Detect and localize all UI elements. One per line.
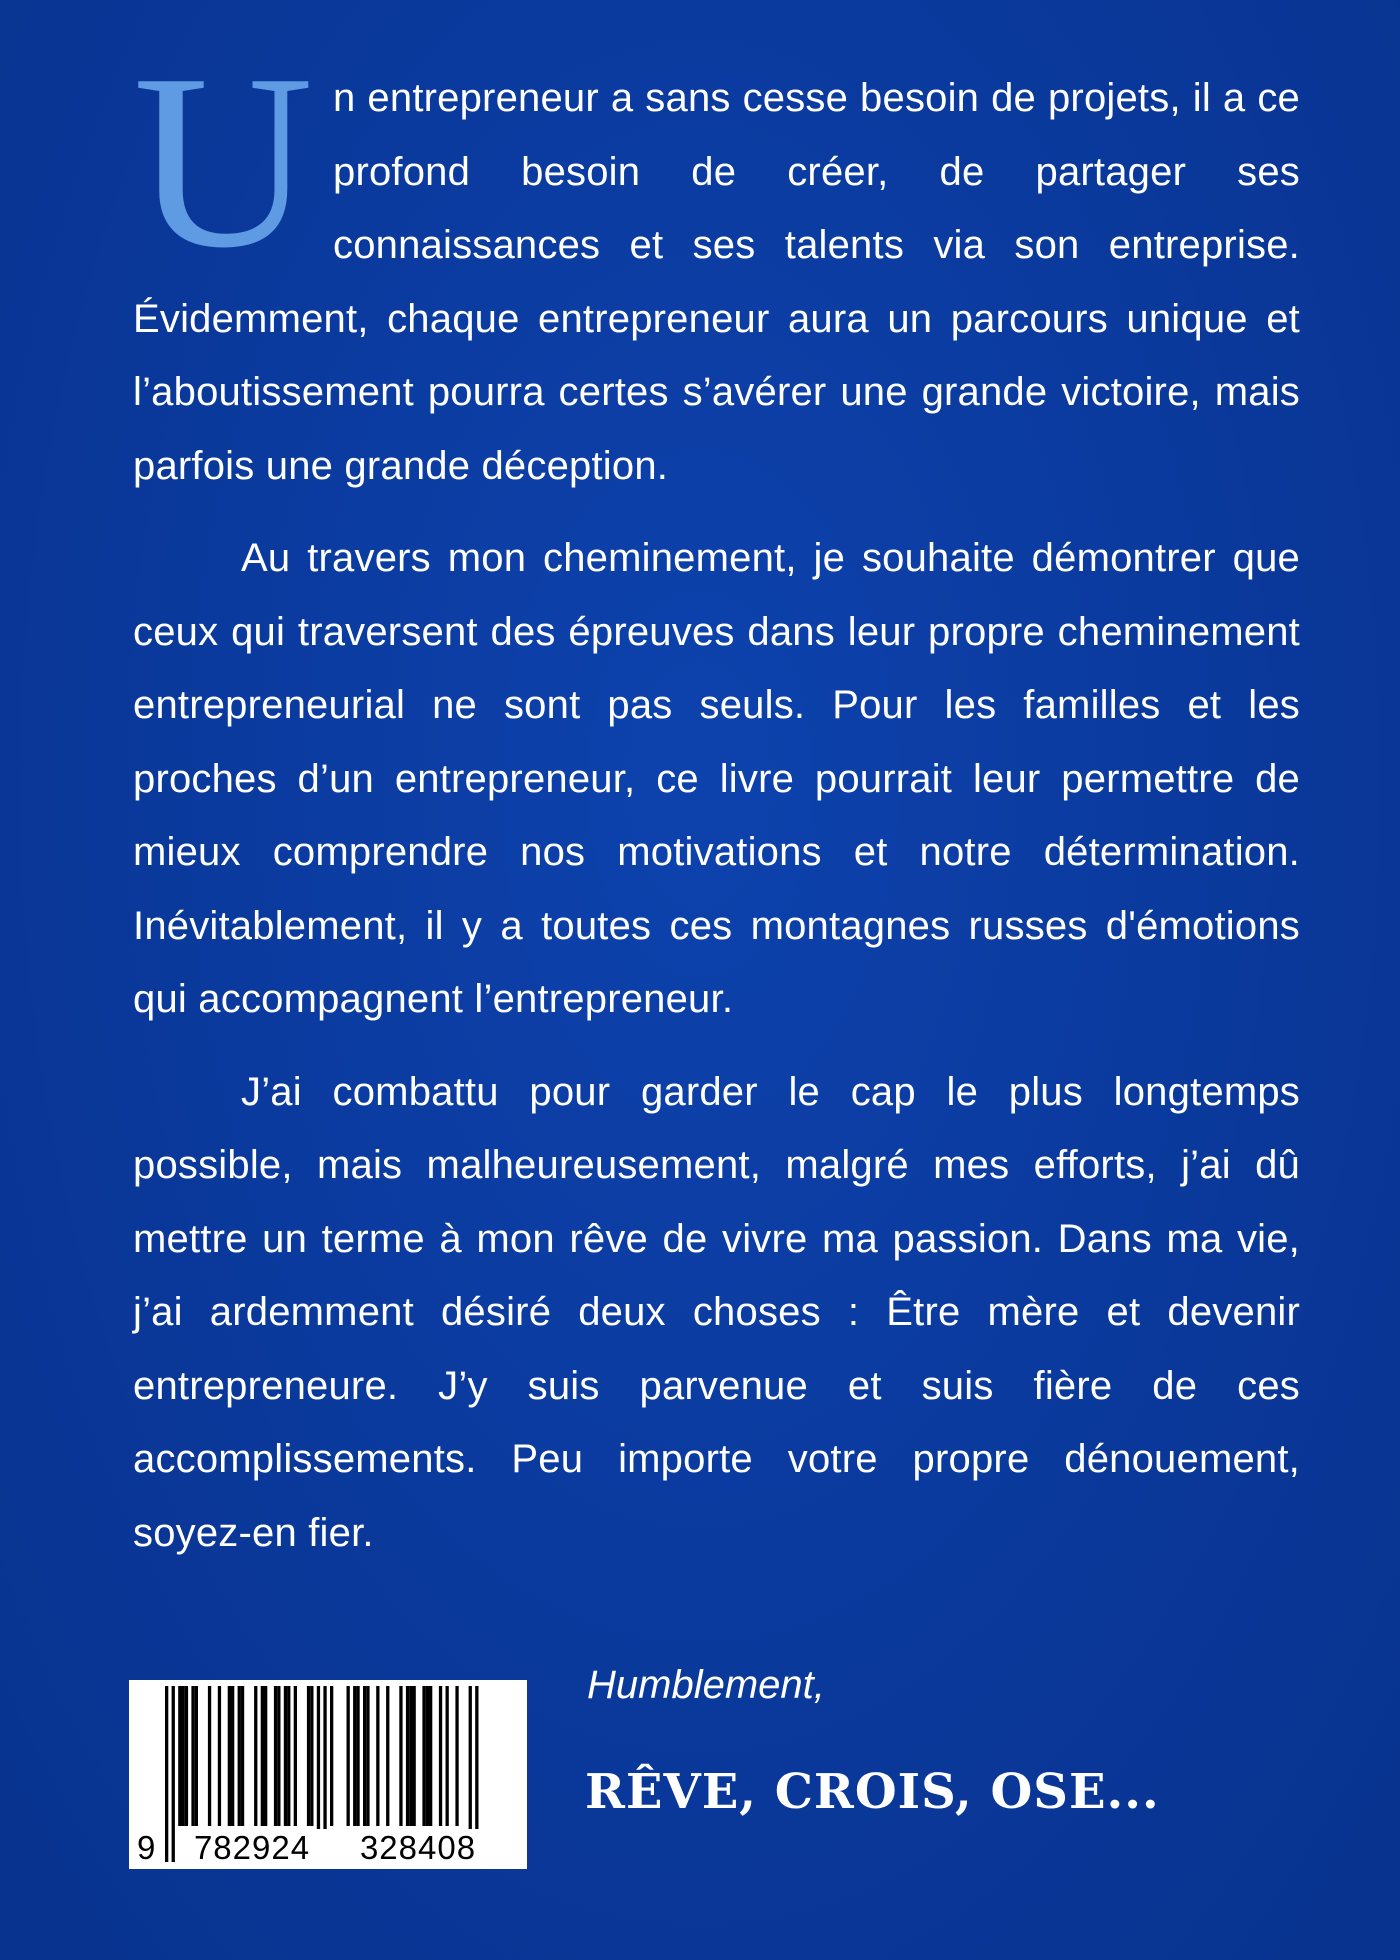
barcode-bar [347,1686,350,1826]
barcode-bar [172,1686,175,1862]
barcode-bar [422,1686,425,1826]
barcode-bar [363,1686,366,1826]
barcode-bar [455,1686,458,1826]
barcode-first-digit: 9 [137,1829,156,1866]
barcode-bar [185,1686,188,1826]
isbn-barcode [129,1680,527,1869]
barcode-bar [439,1686,442,1826]
paragraph-1-text: n entrepreneur a sans cesse besoin de projets, il a ce profond besoin de créer, de partager ses connaissances et ses talents via son entreprise. Évidemment, chaque entrepreneur aura un parcours unique et l’aboutissement pourra certes s’avérer une grande victoire, mais parfois une grande déception. [133,76,1300,488]
barcode-bar [310,1686,313,1826]
barcode-bar [218,1686,221,1826]
barcode-bar [409,1686,412,1826]
barcode-bar [399,1686,402,1826]
barcode-bar [191,1686,194,1826]
barcode-bar [294,1686,297,1826]
paragraph-3 [133,1056,1300,1571]
barcode-left-digits: 782924 [177,1829,327,1867]
barcode-bar [264,1686,267,1826]
barcode-right-digits: 328408 [343,1829,493,1867]
drop-cap: U [133,23,314,300]
paragraph-2-text: Au travers mon cheminement, je souhaite démontrer que ceux qui traversent des épreuves dans leur propre cheminement entrepreneurial ne sont pas seuls. Pour les familles et les proches d’un entrepreneur, ce livre pourrait leur permettre de mieux comprendre nos motivations et notre détermination. Inévitablement, il y a toutes ces montagnes russes d'émotions qui accompagnent l’entrepreneur. [133,536,1300,1021]
paragraph-2 [133,522,1300,1037]
barcode-bar [261,1686,264,1826]
barcode-bar [182,1686,185,1826]
barcode-bar [307,1686,310,1826]
paragraph-1 [133,23,1300,503]
barcode-bar [277,1686,280,1826]
barcode-bar [386,1686,389,1826]
barcode-bar [254,1686,257,1826]
paragraph-3-text: J’ai combattu pour garder le cap le plus longtemps possible, mais malheureusement, malgré mes efforts, j’ai dû mettre un terme à mon rêve de vivre ma passion. Dans ma vie, j’ai ardemment désiré deux choses : Être mère et devenir entrepreneure. J’y suis parvenue et suis fière de ces accomplissements. Peu importe votre propre dénouement, soyez-en fier. [133,1069,1300,1555]
barcode-bar [241,1686,244,1826]
barcode-bar [208,1686,211,1826]
barcode-bar [238,1686,241,1826]
barcode-bar [195,1686,198,1826]
barcode-bar [353,1686,356,1826]
barcode-bar [287,1686,290,1826]
barcode-bar [426,1686,429,1826]
barcode-bar [413,1686,416,1826]
barcode-bar [284,1686,287,1826]
motto: RÊVE, CROIS, OSE... [585,1764,1160,1820]
barcode-bar [231,1686,234,1826]
barcode-bar [429,1686,432,1826]
cover-text [133,23,1300,1570]
barcode-bar [178,1686,181,1826]
barcode-bar [376,1686,379,1826]
barcode-bar [330,1686,333,1826]
barcode-bar [366,1686,369,1826]
closing-signature: Humblement, [587,1663,825,1707]
barcode-bar [356,1686,359,1826]
barcode-bar [274,1686,277,1826]
barcode-bar [165,1686,168,1862]
barcode-bar [228,1686,231,1826]
barcode-bar [446,1686,449,1826]
barcode-bar [406,1686,409,1826]
